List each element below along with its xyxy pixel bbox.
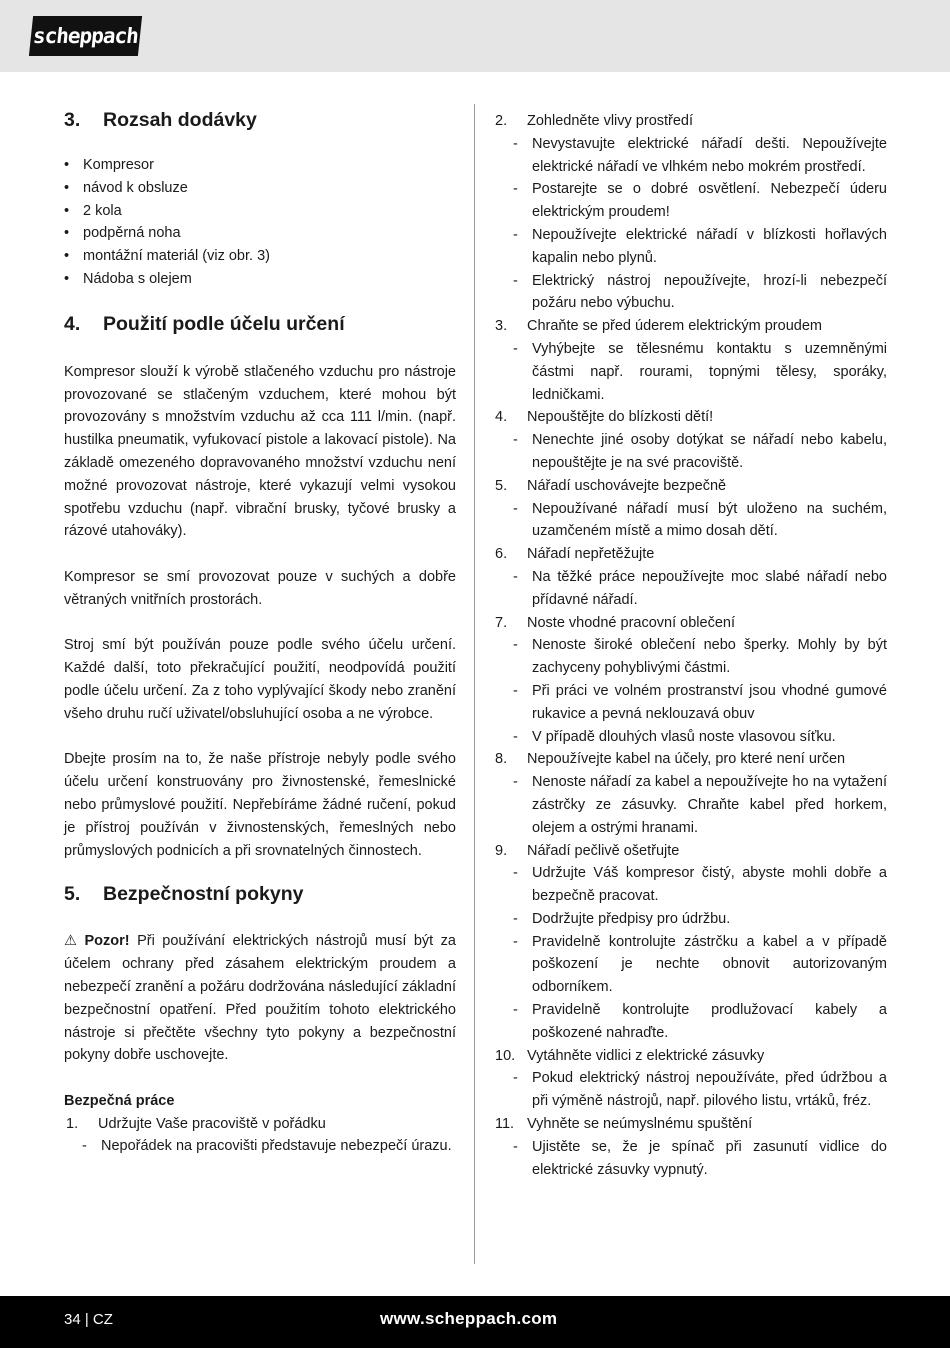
dash-item: - V případě dlouhých vlasů noste vlasovou síťku. (513, 728, 836, 745)
right-column (495, 110, 887, 1181)
numbered-item: 10. Vytáhněte vidlici z elektrické zásuvky (495, 1047, 765, 1064)
dash-item: - Pravidelně kontrolujte zástrčku a kabel a v případě poškození je nechte obnovit autorizovaným odborníkem. (513, 933, 887, 996)
dash-item: - Nevystavujte elektrické nářadí dešti. Nepoužívejte elektrické nářadí ve vlhkém nebo mokrém prostředí. (513, 135, 887, 175)
numbered-item: 3. Chraňte se před úderem elektrickým proudem (495, 318, 822, 335)
section-number: 3. (64, 108, 81, 131)
list-item: • Nádoba s olejem (64, 270, 192, 287)
dash-item: - Elektrický nástroj nepoužívejte, hrozí-li nebezpečí požáru nebo výbuchu. (513, 272, 887, 312)
list-item: • Kompresor (64, 157, 154, 173)
numbered-item: 9. Nářadí pečlivě ošetřujte (495, 842, 680, 859)
dash-item: - Vyhýbejte se tělesnému kontaktu s uzemněnými částmi např. rourami, topnými tělesy, sporáky, ledničkami. (513, 340, 887, 403)
list-item: • 2 kola (64, 202, 122, 219)
section-3-heading (64, 104, 456, 136)
page-number: 34 | CZ (64, 1311, 113, 1328)
numbered-item: 7. Noste vhodné pracovní oblečení (495, 614, 735, 631)
section-title: Rozsah dodávky (103, 108, 257, 131)
section-number: 5. (64, 882, 81, 905)
numbered-item: 5. Nářadí uschovávejte bezpečně (495, 477, 727, 494)
dash-item: - Ujistěte se, že je spínač při zasunutí vidlice do elektrické zásuvky vypnutý. (513, 1138, 887, 1178)
section-title: Bezpečnostní pokyny (103, 882, 304, 905)
page-footer (0, 1296, 950, 1348)
numbered-item: 2. Zohledněte vlivy prostředí (495, 113, 694, 129)
dash-item: - Nepořádek na pracovišti představuje nebezpečí úrazu. (82, 1138, 452, 1155)
warning-label: Pozor! (84, 933, 130, 950)
paragraph: Dbejte prosím na to, že naše přístroje nebyly podle svého účelu určení konstruovány pro živnostenské, řemeslnické nebo průmyslové použití. Nepřebíráme žádné ručení, pokud je přístroj používán v živnostenských, řemeslných nebo průmyslových podnicích a při srovnatelných činnostech. (64, 751, 456, 859)
dash-item: - Nepoužívejte elektrické nářadí v blízkosti hořlavých kapalin nebo plynů. (513, 226, 887, 266)
dash-item: - Pravidelně kontrolujte prodlužovací kabely a poškozené nahraďte. (513, 1002, 887, 1041)
delivery-list (64, 154, 456, 291)
list-item: • návod k obsluze (64, 179, 188, 196)
warning-paragraph (64, 930, 456, 1067)
website-url: www.scheppach.com (380, 1309, 558, 1328)
section-number: 4. (64, 313, 81, 336)
numbered-item: 6. Nářadí nepřetěžujte (495, 546, 655, 563)
subheading: Bezpečná práce (64, 1092, 175, 1109)
dash-item: - Pokud elektrický nástroj nepoužíváte, před údržbou a při výměně nástrojů, např. pilového listu, vrtáků, fréz. (513, 1070, 887, 1110)
paragraph: Kompresor se smí provozovat pouze v suchých a dobře větraných vnitřních prostorách. (64, 568, 456, 608)
numbered-item: 4. Nepouštějte do blízkosti dětí! (495, 409, 714, 426)
dash-item: - Dodržujte předpisy pro údržbu. (513, 910, 731, 927)
page-header (0, 0, 950, 72)
warning-text: Při používání elektrických nástrojů musí být za účelem ochrany před zásahem elektrickým proudem a nebezpečí zranění a požáru dodržována následující základní bezpečnostní opatření. Před použitím tohoto elektrického nástroje si přečtěte všechny tyto pokyny a bezpečnostní pokyny dobře uschovejte. (64, 933, 456, 1064)
logo-text: scheppach (31, 24, 140, 48)
section-5-heading (64, 878, 456, 910)
paragraph: Kompresor slouží k výrobě stlačeného vzduchu pro nástroje provozované se stlačeným vzduchem, které mohou být provozovány s množstvím vzduchu až cca 111 l/min. (např. hustilka pneumatik, vyfukovací pistole a lakovací pistole). Na základě omezeného dopravovaného množství vzduchu není možné provozovat nástroje, které vykazují velmi vysokou spotřebu vzduchu (např. vibrační brusky, tyčové brusky a rázové utahováky). (64, 363, 456, 540)
dash-item: - Nenoste nářadí za kabel a nepoužívejte ho na vytažení zástrčky ze zásuvky. Chraňte kabel před horkem, olejem a ostrými hranami. (513, 774, 887, 836)
dash-item: - Při práci ve volném prostranství jsou vhodné gumové rukavice a pevná neklouzavá obuv (513, 682, 887, 722)
numbered-item: 8. Nepoužívejte kabel na účely, pro které není určen (495, 751, 846, 768)
dash-item: - Udržujte Váš kompresor čistý, abyste mohli dobře a bezpečně pracovat. (513, 865, 887, 905)
column-divider (474, 104, 475, 1264)
scheppach-logo (29, 16, 142, 56)
list-item: • podpěrná noha (64, 225, 181, 242)
list-item: • montážní materiál (viz obr. 3) (64, 248, 270, 265)
left-column (64, 104, 456, 1158)
dash-item: - Nenechte jiné osoby dotýkat se nářadí nebo kabelu, nepouštějte je na své pracoviště. (513, 432, 887, 471)
numbered-item: 11. Vyhněte se neúmyslnému spuštění (495, 1116, 753, 1133)
dash-item: - Nepoužívané nářadí musí být uloženo na suchém, uzamčeném místě a mimo dosah dětí. (513, 500, 887, 540)
dash-item: - Na těžké práce nepoužívejte moc slabé nářadí nebo přídavné nářadí. (513, 568, 887, 608)
numbered-item: 1. Udržujte Vaše pracoviště v pořádku (66, 1115, 326, 1132)
dash-item: - Postarejte se o dobré osvětlení. Nebezpečí úderu elektrickým proudem! (513, 181, 887, 221)
dash-item: - Nenoste široké oblečení nebo šperky. Mohly by být zachyceny pohyblivými částmi. (513, 637, 887, 677)
warning-icon: ⚠ (64, 933, 77, 950)
section-4-heading (64, 309, 456, 341)
section-title: Použití podle účelu určení (103, 313, 345, 336)
paragraph: Stroj smí být používán pouze podle svého účelu určení. Každé další, toto překračující použití, neodpovídá použití podle účelu určení. Za z toho vyplývající škody nebo zranění všeho druhu ručí uživatel/obsluhující osoba a ne výrobce. (64, 637, 456, 722)
